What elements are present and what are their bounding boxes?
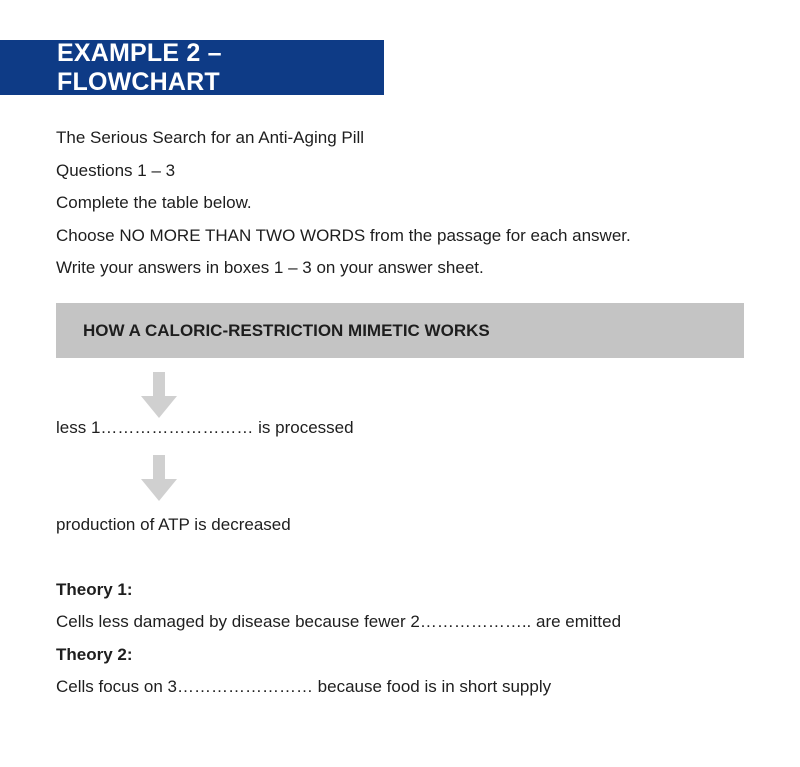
arrow-down-icon bbox=[141, 455, 177, 501]
section-header-banner bbox=[0, 40, 384, 95]
questions-range: Questions 1 – 3 bbox=[56, 160, 176, 180]
theory-1-text: Cells less damaged by disease because fewer 2……………….. are emitted bbox=[56, 612, 622, 631]
instruction-answer-sheet: Write your answers in boxes 1 – 3 on your answer sheet. bbox=[56, 258, 484, 277]
flowchart-header bbox=[56, 303, 744, 358]
flowchart-step-1: less 1……………………… is processed bbox=[56, 418, 354, 437]
theory-2-text: Cells focus on 3…………………… because food is in short supply bbox=[56, 677, 552, 696]
instruction-word-limit: Choose NO MORE THAN TWO WORDS from the passage for each answer. bbox=[56, 225, 631, 245]
intro-block bbox=[56, 127, 631, 290]
theory-1-label: Theory 1: bbox=[56, 580, 133, 599]
arrow-down-icon bbox=[141, 372, 177, 418]
section-title: EXAMPLE 2 – FLOWCHART bbox=[57, 38, 222, 96]
theory-2-label: Theory 2: bbox=[56, 645, 133, 664]
flowchart-step-2: production of ATP is decreased bbox=[56, 515, 291, 534]
passage-title: The Serious Search for an Anti-Aging Pill bbox=[56, 128, 365, 147]
flowchart-header-text: HOW A CALORIC-RESTRICTION MIMETIC WORKS bbox=[83, 320, 490, 340]
instruction-complete-table: Complete the table below. bbox=[56, 193, 252, 212]
